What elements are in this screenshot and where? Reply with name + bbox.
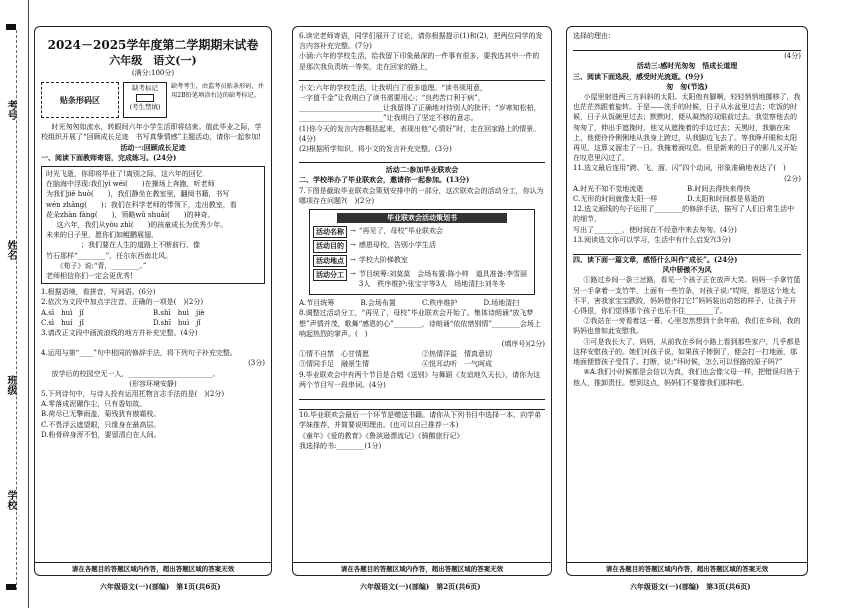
article-paragraph: ②我站在一旁看着这一幕，心里忽然想到十余年前，我们在乡间，我的妈妈也曾如此安慰我。	[573, 317, 801, 336]
activity-heading: 活动一:回顾成长足迹	[120, 142, 186, 152]
intro-text: 时光匆匆如流水，转眼间六年小学生活即将结束。值此毕业之际，学校组织开展了“回顾成长足迹 书写真挚情感”主题活动，请你一起参加!	[41, 123, 262, 142]
option[interactable]: C.不畏浮云遮望眼，只缘身在最高层。	[41, 420, 161, 429]
article-paragraph: ③可是我长大了，妈妈，从前我在乡间小路上看到那些家户，几乎都是这样安慰孩子的。她们对孩子说，如果孩子摔倒了，便会打一打地面，那地面便替孩子受罚了。打断，说:“坏时候，怎么可以怪路的原子吗?”	[573, 337, 801, 367]
q11-score: (2分)	[784, 174, 801, 183]
answer-line[interactable]	[573, 245, 801, 255]
absent-checkbox	[136, 94, 154, 102]
question-12-cont: 写出了________，使时间在不经意中来去匆匆。(4分)	[573, 225, 737, 234]
option[interactable]: A.零落成泥碾作尘，只有香如故。	[41, 400, 147, 409]
page-footer-warning: 请在各题目的答题区域内作答，超出答题区域的答案无效	[293, 562, 551, 575]
passage-line: 时光飞逝，你即将毕业了!离别之际，这六年的回忆	[46, 170, 203, 179]
absent-mark-box	[123, 82, 167, 118]
arrow-icon: →	[350, 269, 356, 278]
dialog-line: 小涵:六年的学校生活，给我留下印象最深的一件事有很多，要我选其中一件的是那次我负责统一等奖，走在回家的路上，	[299, 52, 540, 71]
option[interactable]: ④悦耳动听 一气呵成	[422, 360, 492, 369]
dialog-line: ________________________”让我明白了坚定不移的意志。	[299, 114, 478, 123]
answer-line[interactable]	[299, 400, 545, 410]
dialog-line: 一字值千金”让我明白了读书需要用心；“良药苦口利于病”，	[299, 94, 485, 103]
exam-title: 2024－2025学年度第二学期期末试卷	[47, 38, 259, 52]
passage-line: ；我们要在人生的道路上不断前行，像	[46, 241, 200, 250]
dialog-line: 小文:六年的学校生活，让我明白了很多道理。“读书须用意，	[299, 83, 487, 92]
teacher-message-box	[41, 166, 265, 284]
option[interactable]: D.场地清扫	[483, 299, 520, 308]
activity-heading: 活动二:参加毕业联欢会	[385, 165, 459, 175]
page-footer-warning: 请在各题目的答题区域内作答，超出答题区域的答案无效	[567, 562, 807, 575]
full-score: (满分:100分)	[131, 69, 175, 77]
question-12: 12.选文画线的句子运用了________的修辞手法，描写了人们日常生活中的细节，	[573, 205, 795, 224]
option[interactable]: B.荷尽已无擎雨盖，菊残犹有傲霜枝。	[41, 410, 161, 419]
passage-line: 花朵zhàn fàng( )，领略wǔ shuāi( )的神奇。	[46, 210, 215, 219]
plan-value: 学校大阶梯教室	[358, 255, 408, 264]
question-1: 1.根据语境，看拼音，写词语。(6分)	[41, 288, 156, 297]
q2-options	[41, 308, 265, 328]
option[interactable]: A.节目统筹	[299, 299, 335, 308]
question-2: 2.依次为文段中加点字注音，正确的一项是( )(2分)	[41, 298, 204, 307]
exam-page-1	[34, 26, 272, 576]
exam-page-3	[566, 26, 808, 576]
page-number: 六年级语文(一)(部编) 第2页(共6页)	[360, 582, 481, 591]
option[interactable]: C.sì huí jǐ	[41, 318, 84, 327]
passage-line: 为我们jiě huò( )，我们静坐在教室里，翻阅书籍，书写	[46, 190, 230, 199]
page-number: 六年级语文(一)(部编) 第3页(共6页)	[630, 582, 751, 591]
question-9: 9.毕业联欢会中有两个节目是合唱《送别》与舞蹈《友谊地久天长》，请你为这两个节目写一段串词。(4分)	[299, 370, 541, 389]
q7-options	[299, 298, 545, 308]
dialog-line: (1)你今天的发言内容概括起来，表现出他“心情好”时，走在回家路上的情景。(4分)	[299, 124, 541, 143]
passage-line: 在脑海中浮现:我们yì wéi( )在操场上奔跑，听老师	[46, 180, 215, 189]
section-heading: 四、读下面一篇文章，感悟什么叫作“成长”。(24分)	[573, 255, 738, 265]
question-5: 5.下列诗句中，与诗人投有运用托物言志手法的是( )(2分)	[41, 390, 225, 399]
section-heading: 二、学校举办了毕业联欢会，邀请你一起参加。(13分)	[299, 175, 470, 185]
answer-line[interactable]	[573, 41, 801, 51]
question-10: 10.毕业联欢会最后一个环节是赠送书籍。请你从下列书目中选择一本，向学弟学妹推荐，并简要说明理由。(也可以自己推荐一本)	[299, 411, 542, 430]
dialog-line: (2)根据所学知识，将小文的发言补充完整。(3分)	[299, 145, 452, 154]
q11-options	[573, 184, 801, 204]
section-heading: 三、阅读下面选段，感受时光流逝。(9分)	[573, 71, 704, 81]
q4-hint: (形容环境安静)	[129, 379, 177, 388]
article-paragraph: ④A.我们小时候都是会信以为真，我们也会像父母一样，把错误归咎于他人，推卸责任。想到这点，妈妈们不要像我们那样吧。	[573, 368, 801, 387]
registration-mark	[6, 584, 16, 590]
arrow-icon: →	[350, 227, 356, 236]
q8-options	[299, 349, 545, 369]
option[interactable]: A.sī huì jǐ	[41, 308, 84, 317]
plan-value: 感恩母校，告别小学生活	[358, 241, 436, 250]
option[interactable]: B.shī huì jiè	[153, 308, 205, 317]
plan-key: 活动目的	[313, 240, 347, 252]
absent-mark-note: (考生禁填)	[129, 103, 161, 112]
passage-line: wén zhāng( )；我们在科学老师的带领下，走出教室，看	[46, 200, 237, 209]
sidebar-label-xingming: 姓名	[5, 240, 16, 260]
q8-score: (填序号)(2分)	[501, 340, 545, 349]
passage-title: 匆 匆(节选)	[666, 81, 708, 91]
question-7: 7.下图是截取毕业联欢会策划安排中的一部分，这次联欢会的活动分工，你认为哪项存在问题?( )(2分)	[299, 186, 544, 205]
q4-score: (3分)	[248, 359, 265, 368]
book-choice-line[interactable]: 我选择的书:________(1分)	[299, 441, 382, 450]
option[interactable]: D.太阳和时间都是易逝的	[687, 195, 765, 204]
question-6: 6.读完老师寄语，同学们展开了讨论，请你根据提示(1)和(2)，把两位同学的发言内容补充完整。(7分)	[299, 32, 543, 51]
answer-line[interactable]	[299, 154, 545, 163]
question-8: 8.调整过活动分工，“再见了，母校”毕业联欢会开始了。集体诗朗诵“放飞梦想”声情并茂，歌舞“感恩的心”________，诗朗诵“依依惜别情”________会场上响起热烈的掌声。( )	[299, 309, 541, 338]
option[interactable]: D.粉骨碎身浑不怕，要留清白在人间。	[41, 430, 161, 439]
section-heading: 一、阅读下面教师寄语，完成练习。(24分)	[41, 152, 177, 162]
dialog-line: ________________________让我留得了正确地对待别人的批评；“岁寒知松柏，	[299, 104, 541, 113]
article-title: 风中骄傲不为风	[662, 265, 712, 275]
passage-line: 老师相信你们一定会更优秀!	[46, 272, 133, 281]
question-4: 4.运用与第“____”句中相同的修辞手法，将下列句子补充完整。	[41, 349, 237, 358]
absent-notice: 缺考考生，由监考员贴条形码，并用2B铅笔填涂右边的缺考标记。	[171, 83, 264, 100]
question-3: 3.请改正文段中画波浪线的地方并补充完整。(4分)	[41, 329, 198, 338]
option[interactable]: C.无形的时间就像太阳一样	[573, 195, 658, 204]
passage-line: 《荀子》说:“青，________。”	[56, 261, 147, 270]
page-number: 六年级语文(一)(部编) 第1页(共6页)	[100, 582, 221, 591]
reason-label: 选择的理由:	[573, 32, 611, 40]
sidebar-label-xuexiao: 学校	[5, 490, 16, 510]
exam-subtitle: 六年级 语文(一)	[109, 54, 197, 67]
arrow-icon: →	[350, 241, 356, 250]
option[interactable]: C.秩序维护	[422, 299, 458, 308]
book-list: 《童年》《爱的教育》《鲁滨逊漂流记》《骑鹅旅行记》	[299, 431, 464, 440]
article-paragraph: ①路过乡间一条三岔路，看见一个孩子正在放声大笑。妈妈一手拿竹篮另一手拿着一支竹竿，上面有一些竹条，对孩子说:“哎呀，都是这个地太不平，害我家宝宝跌跤，妈妈替你打它!”妈妈装出动怒的样子，让孩子开心得很，你们觉得那个孩子也乐不住________了。	[573, 276, 801, 316]
answer-line[interactable]	[299, 72, 545, 81]
option[interactable]: A.时光不知不觉地流逝	[573, 184, 644, 193]
answer-space[interactable]	[41, 338, 265, 348]
activity-heading: 活动三:感时光匆匆 悟成长道理	[636, 61, 738, 71]
plan-value: “再见了，母校”毕业联欢会	[358, 227, 444, 236]
passage-line: 未来的日子里，愿你们如鲲鹏展翅，	[46, 231, 158, 240]
plan-key: 活动分工	[313, 269, 347, 281]
option[interactable]: ①情不自禁 心甘情愿	[299, 350, 369, 359]
plan-value: 节目统筹:刘莫莫 会场布置:陈小帅 道具准备:李雪丽3人 秩序维护:张宝宇等3人 场地清扫:刘冬冬	[358, 269, 527, 289]
question-11: 11.选文最后连用“跨、飞、溜、闪”四个动词，形象准确地表达了( )	[573, 164, 786, 173]
sidebar-label-banji: 班级	[5, 375, 16, 395]
page-footer-warning: 请在各题目的答题区域内作答，超出答题区域的答案无效	[35, 562, 271, 575]
answer-line[interactable]	[299, 390, 545, 400]
option[interactable]: ②热情洋溢 情真意切	[422, 350, 492, 359]
registration-mark	[6, 24, 16, 30]
option[interactable]: B.会场布置	[360, 299, 396, 308]
event-plan-diagram	[309, 209, 535, 295]
exam-page-2	[292, 26, 552, 576]
plan-key: 活动地点	[313, 255, 347, 267]
sidebar-label-kaohao: 考号	[5, 100, 16, 120]
plan-title: 毕业联欢会活动策划书	[337, 213, 507, 223]
q4-sentence[interactable]: 放学后的校园空无一人，________________________。	[51, 369, 220, 378]
reason-score: (4分)	[784, 52, 801, 61]
option[interactable]: D.shī huì jǐ	[153, 318, 201, 327]
passage-line: 这六年，我们从yòu zhì( )的孩童成长为优秀少年。	[56, 221, 228, 230]
option[interactable]: B.时间去得快来得快	[687, 184, 751, 193]
passage-line: 竹石那样“________”，任尔东西南北风。	[46, 251, 173, 260]
binding-margin	[0, 0, 29, 608]
option[interactable]: ③情同手足 融景生情	[299, 360, 369, 369]
passage-text: 小屋里射进两三方斜斜的太阳。太阳他有脚啊，轻轻悄悄地挪移了，我也茫茫然跟着旋转。于是——洗手的时候，日子从水盆里过去；吃饭的时候，日子从饭碗里过去；默默时，便从凝然的双眼前过去。我觉察他去的匆匆了，伸出手遮挽时，他又从遮挽着的手边过去；天黑时，我躺在床上，他便伶伶俐俐地从我身上跨过，从我脚边飞去了。等我睁开眼和太阳再见，这算又溜走了一日。我掩着面叹息。但是新来的日子的影儿又开始在叹息里闪过了。	[573, 93, 801, 163]
plan-key: 活动名称	[313, 226, 347, 238]
barcode-sticker-area: 贴条形码区	[41, 82, 119, 118]
absent-mark-label: 缺考标记	[132, 84, 158, 93]
question-13: 13.阅读选文你可以学习，生活中有什么启发?(3分)	[573, 235, 731, 244]
arrow-icon: →	[350, 255, 356, 264]
